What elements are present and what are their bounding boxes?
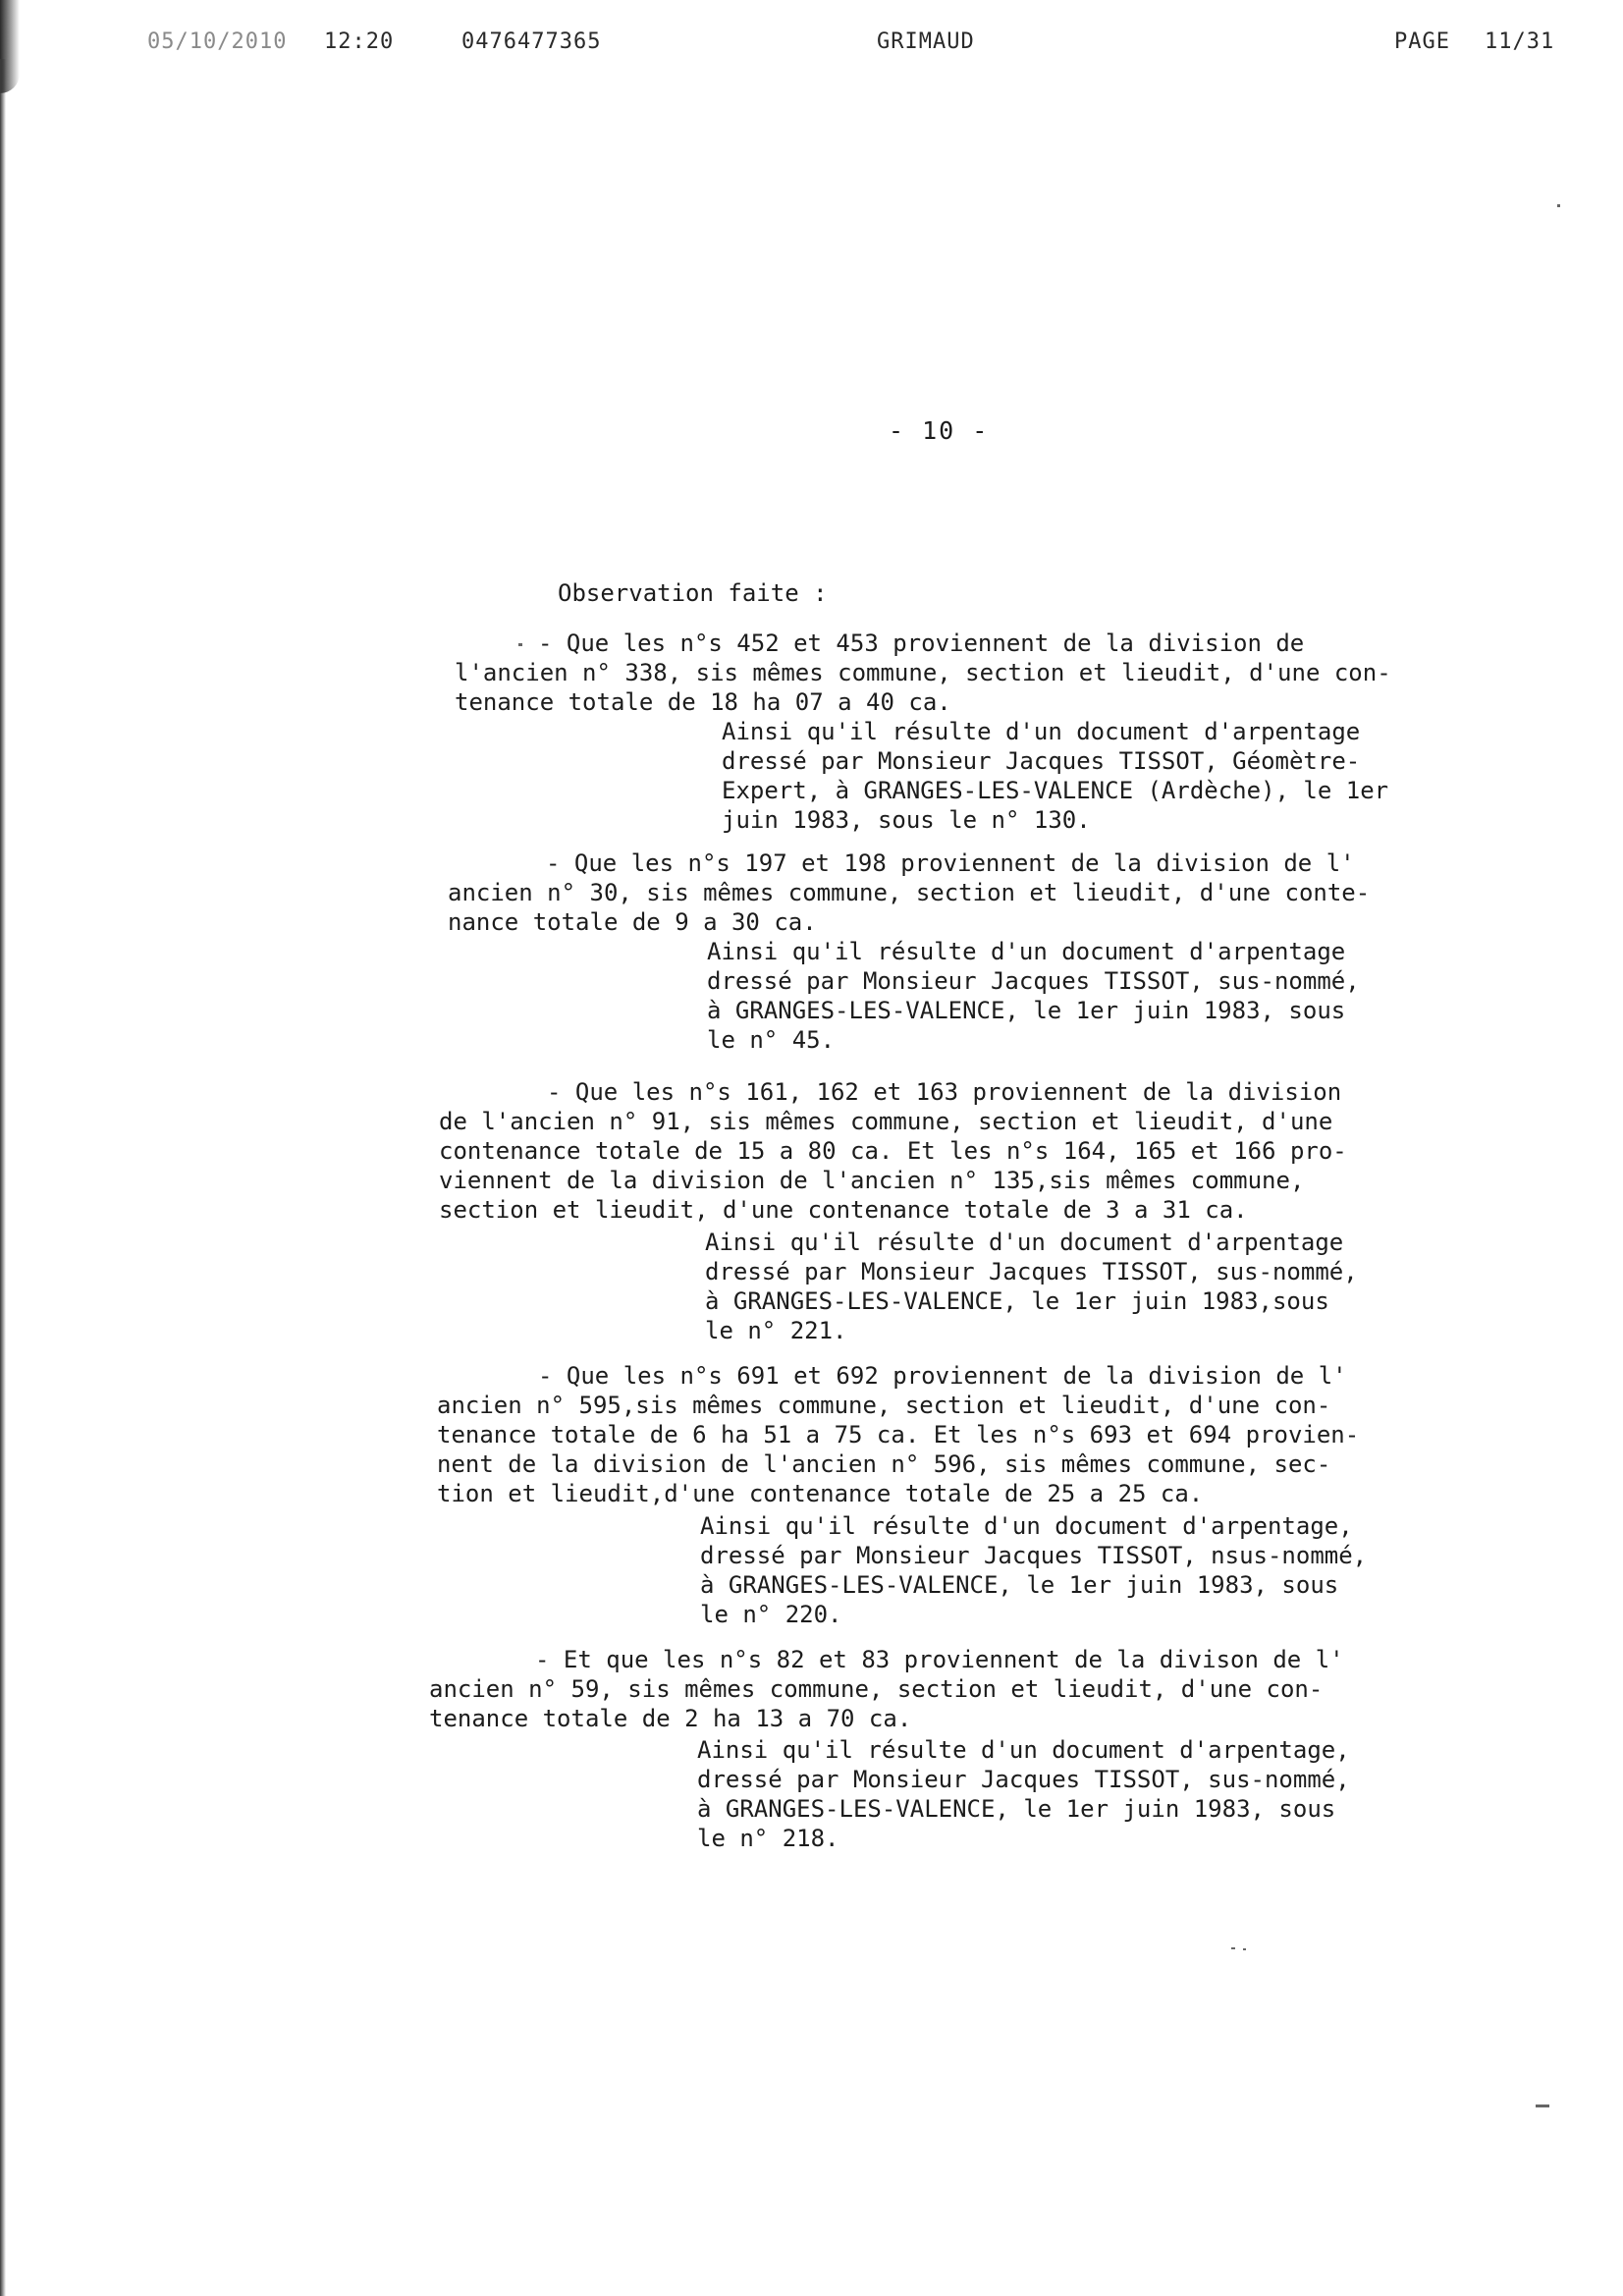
note-line: dressé par Monsieur Jacques TISSOT, sus-nommé,: [707, 967, 1360, 995]
paragraph-line: contenance totale de 15 a 80 ca. Et les n°s 164, 165 et 166 pro-: [439, 1137, 1347, 1165]
paragraph-line: tenance totale de 2 ha 13 a 70 ca.: [429, 1705, 912, 1732]
note-line: juin 1983, sous le n° 130.: [722, 806, 1091, 834]
note-line: le n° 45.: [707, 1026, 836, 1054]
paragraph-line: ancien n° 595,sis mêmes commune, section et lieudit, d'une con-: [437, 1392, 1331, 1419]
paragraph-line: nent de la division de l'ancien n° 596, sis mêmes commune, sec-: [437, 1450, 1331, 1478]
fax-page-number: 11/31: [1485, 29, 1555, 54]
fax-page-label: PAGE: [1394, 29, 1450, 54]
note-line: Ainsi qu'il résulte d'un document d'arpentage,: [697, 1736, 1350, 1764]
fax-phone: 0476477365: [461, 29, 602, 54]
paragraph-line: ancien n° 30, sis mêmes commune, section et lieudit, d'une conte-: [448, 879, 1371, 906]
fax-time: 12:20: [324, 29, 395, 54]
scan-speck: [1557, 204, 1560, 207]
paragraph-line: - Que les n°s 691 et 692 proviennent de la division de l': [538, 1362, 1347, 1390]
note-line: dressé par Monsieur Jacques TISSOT, nsus-nommé,: [700, 1542, 1368, 1569]
note-line: le n° 221.: [705, 1317, 847, 1344]
paragraph-line: de l'ancien n° 91, sis mêmes commune, section et lieudit, d'une: [439, 1108, 1333, 1135]
note-line: Ainsi qu'il résulte d'un document d'arpentage: [705, 1229, 1344, 1256]
page-number: - 10 -: [889, 416, 990, 445]
paragraph-line: - Que les n°s 452 et 453 proviennent de la division de: [538, 629, 1305, 657]
paragraph-line: tion et lieudit,d'une contenance totale de 25 a 25 ca.: [437, 1480, 1204, 1507]
scan-speck: [1243, 1948, 1246, 1950]
note-line: à GRANGES-LES-VALENCE, le 1er juin 1983, sous: [700, 1571, 1339, 1599]
section-heading: Observation faite :: [558, 579, 828, 607]
fax-sender: GRIMAUD: [877, 29, 975, 54]
paragraph-line: tenance totale de 6 ha 51 a 75 ca. Et les n°s 693 et 694 provien-: [437, 1421, 1360, 1449]
paragraph-line: ancien n° 59, sis mêmes commune, section et lieudit, d'une con-: [429, 1675, 1324, 1703]
note-line: dressé par Monsieur Jacques TISSOT, sus-nommé,: [705, 1258, 1358, 1285]
note-line: le n° 220.: [700, 1601, 842, 1628]
fax-date: 05/10/2010: [147, 29, 288, 54]
scan-speck: [1231, 1947, 1235, 1949]
paragraph-line: - Que les n°s 197 et 198 proviennent de la division de l': [546, 849, 1355, 877]
paragraph-line: - Et que les n°s 82 et 83 proviennent de la divison de l': [535, 1646, 1344, 1673]
note-line: Ainsi qu'il résulte d'un document d'arpentage: [722, 718, 1361, 745]
paragraph-line: - Que les n°s 161, 162 et 163 proviennent de la division: [547, 1078, 1342, 1106]
note-line: à GRANGES-LES-VALENCE, le 1er juin 1983, sous: [707, 997, 1346, 1024]
note-line: dressé par Monsieur Jacques TISSOT, Géomètre-: [722, 747, 1361, 775]
note-line: à GRANGES-LES-VALENCE, le 1er juin 1983,sous: [705, 1287, 1329, 1315]
paragraph-line: viennent de la division de l'ancien n° 135,sis mêmes commune,: [439, 1167, 1305, 1194]
note-line: à GRANGES-LES-VALENCE, le 1er juin 1983, sous: [697, 1795, 1336, 1823]
note-line: le n° 218.: [697, 1825, 839, 1852]
scan-speck: [518, 643, 522, 646]
paragraph-line: nance totale de 9 a 30 ca.: [448, 908, 817, 936]
note-line: Expert, à GRANGES-LES-VALENCE (Ardèche), le 1er: [722, 777, 1389, 804]
paragraph-line: tenance totale de 18 ha 07 a 40 ca.: [455, 688, 951, 716]
paragraph-line: l'ancien n° 338, sis mêmes commune, section et lieudit, d'une con-: [455, 659, 1391, 686]
note-line: Ainsi qu'il résulte d'un document d'arpentage: [707, 938, 1346, 965]
scan-shadow-edge: [0, 59, 6, 2296]
paragraph-line: section et lieudit, d'une contenance totale de 3 a 31 ca.: [439, 1196, 1248, 1224]
scan-speck: [1536, 2105, 1549, 2107]
note-line: Ainsi qu'il résulte d'un document d'arpentage,: [700, 1512, 1353, 1540]
fax-header: [0, 29, 1623, 63]
note-line: dressé par Monsieur Jacques TISSOT, sus-nommé,: [697, 1766, 1350, 1793]
